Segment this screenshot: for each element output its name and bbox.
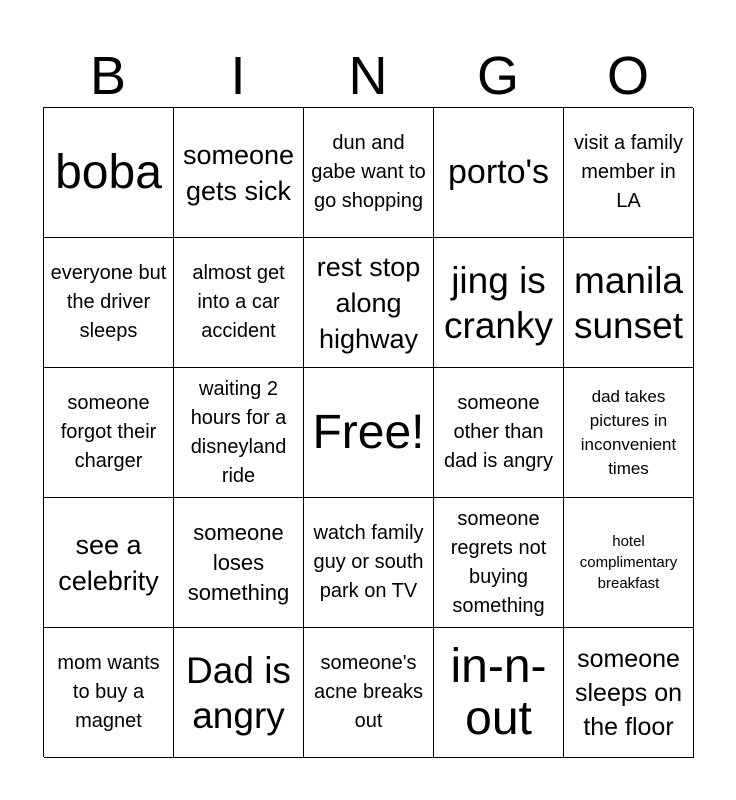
header-letter-i: I — [230, 46, 246, 106]
bingo-cell[interactable] — [564, 368, 694, 498]
bingo-cell[interactable] — [434, 238, 564, 368]
bingo-cell[interactable] — [174, 238, 304, 368]
bingo-cell[interactable] — [564, 238, 694, 368]
header-letter-o: O — [606, 46, 649, 106]
cell-text: manila sunset — [573, 259, 683, 346]
cell-text: in-n-out — [450, 639, 547, 745]
cell-text: jing is cranky — [444, 259, 553, 346]
cell-text: see a celebrity — [58, 529, 159, 596]
bingo-cell[interactable] — [174, 108, 304, 238]
free-space-cell[interactable] — [304, 368, 434, 498]
cell-text: boba — [55, 145, 162, 199]
cell-text: visit a family member in LA — [574, 132, 683, 212]
cell-text: someone forgot their charger — [60, 392, 157, 472]
cell-text: someone gets sick — [182, 139, 295, 206]
cell-text: Dad is angry — [186, 649, 291, 736]
bingo-cell[interactable] — [564, 498, 694, 628]
bingo-cell[interactable] — [174, 368, 304, 498]
cell-text: Free! — [312, 405, 425, 459]
cell-text: dun and gabe want to go shopping — [311, 132, 426, 212]
cell-text: someone loses something — [187, 519, 290, 605]
bingo-cell[interactable] — [304, 628, 434, 758]
cell-text: someone sleeps on the floor — [574, 644, 683, 741]
bingo-cell[interactable] — [434, 368, 564, 498]
bingo-cell[interactable] — [304, 238, 434, 368]
bingo-cell[interactable] — [304, 498, 434, 628]
cell-text: rest stop along highway — [316, 251, 421, 354]
cell-text: someone's acne breaks out — [314, 652, 423, 732]
cell-text: waiting 2 hours for a disneyland ride — [190, 377, 287, 487]
bingo-cell[interactable] — [44, 498, 174, 628]
bingo-cell[interactable] — [44, 628, 174, 758]
bingo-cell[interactable] — [564, 628, 694, 758]
cell-text: porto's — [448, 153, 549, 191]
bingo-cell[interactable] — [434, 498, 564, 628]
bingo-cell[interactable] — [304, 108, 434, 238]
bingo-cell[interactable] — [174, 498, 304, 628]
cell-text: everyone but the driver sleeps — [50, 262, 167, 342]
bingo-cell[interactable] — [174, 628, 304, 758]
bingo-cell[interactable] — [44, 368, 174, 498]
header-letter-g: G — [476, 46, 519, 106]
bingo-cell[interactable] — [564, 108, 694, 238]
bingo-card-grid — [43, 107, 693, 757]
header-letter-b: B — [89, 46, 127, 106]
cell-text: almost get into a car accident — [192, 262, 285, 342]
bingo-cell[interactable] — [434, 628, 564, 758]
cell-text: someone other than dad is angry — [444, 392, 553, 472]
cell-text: dad takes pictures in inconvenient times — [580, 386, 677, 478]
header-letter-n: N — [348, 46, 388, 106]
cell-text: mom wants to buy a magnet — [57, 652, 160, 732]
cell-text: watch family guy or south park on TV — [313, 522, 424, 602]
cell-text: hotel complimentary breakfast — [579, 533, 678, 592]
bingo-header — [43, 46, 693, 106]
bingo-cell[interactable] — [44, 108, 174, 238]
bingo-cell[interactable] — [44, 238, 174, 368]
bingo-cell[interactable] — [434, 108, 564, 238]
cell-text: someone regrets not buying something — [450, 507, 547, 617]
